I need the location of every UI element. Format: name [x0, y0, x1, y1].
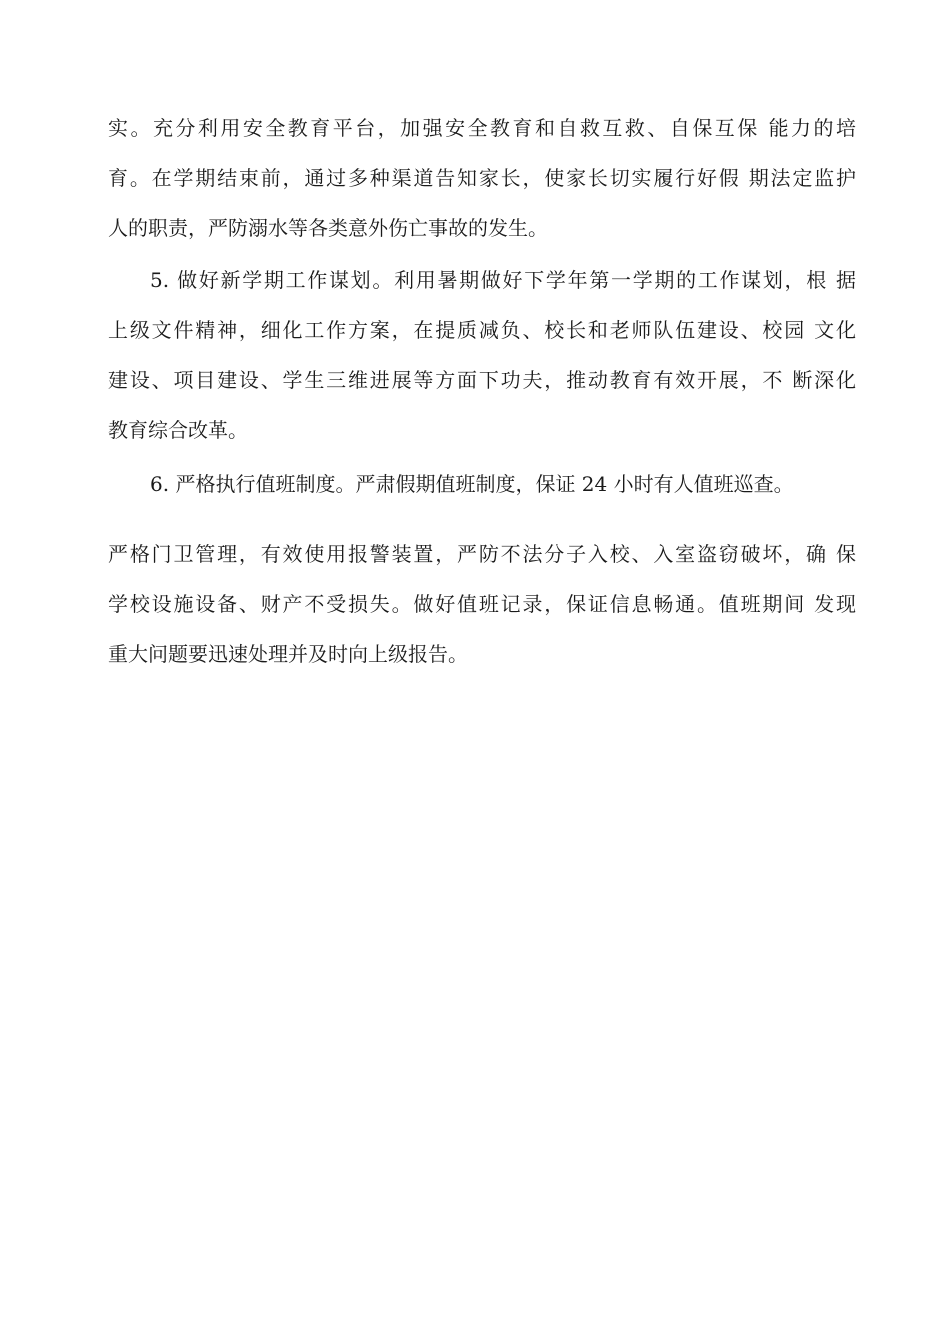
text-line: 人的职责，严防溺水等各类意外伤亡事故的发生。 [108, 216, 548, 240]
text-line: 严格门卫管理，有效使用报警装置，严防不法分子入校、入室盗窃破坏，确 保 [108, 542, 856, 566]
text-line: 教育综合改革。 [108, 418, 248, 442]
text-line: 建设、项目建设、学生三维进展等方面下功夫，推动教育有效开展，不 断深化 [108, 368, 856, 392]
text-line: 上级文件精神，细化工作方案，在提质减负、校长和老师队伍建设、校园 文化 [108, 318, 856, 342]
text-line: 育。在学期结束前，通过多种渠道告知家长，使家长切实履行好假 期法定监护 [108, 166, 856, 190]
text-line: 实。充分利用安全教育平台，加强安全教育和自救互救、自保互保 能力的培 [108, 116, 856, 140]
text-line: 学校设施设备、财产不受损失。做好值班记录，保证信息畅通。值班期间 发现 [108, 592, 856, 616]
text-line: 5. 做好新学期工作谋划。利用暑期做好下学年第一学期的工作谋划，根 据 [150, 268, 856, 292]
text-line: 6. 严格执行值班制度。严肃假期值班制度，保证 24 小时有人值班巡查。 [150, 472, 794, 496]
text-line: 重大问题要迅速处理并及时向上级报告。 [108, 642, 468, 666]
